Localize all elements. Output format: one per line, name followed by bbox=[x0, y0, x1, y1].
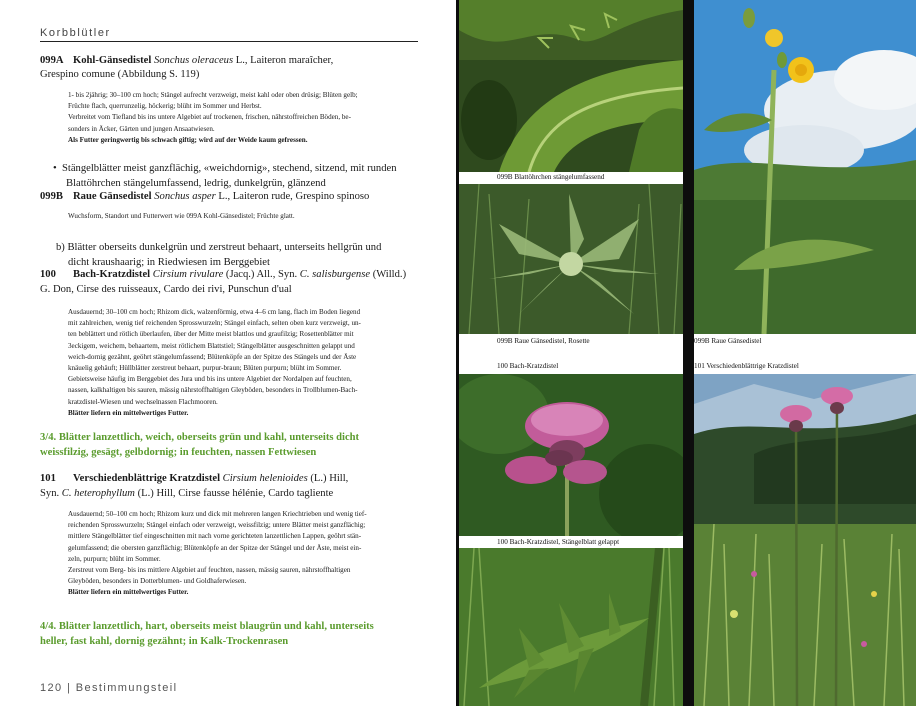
entry-latin-syn: C. heterophyllum bbox=[61, 488, 135, 499]
desc-fodder: Blätter liefern ein mittelwertiges Futter. bbox=[68, 408, 189, 417]
page-footer bbox=[40, 682, 177, 694]
entry-rest: (Jacq.) All., Syn. bbox=[223, 269, 300, 280]
entry-latin: Cirsium rivulare bbox=[152, 269, 224, 280]
photo-cirsium-helenioides bbox=[694, 374, 916, 706]
key-b bbox=[56, 241, 422, 270]
desc-line: Zerstreut vom Berg- bis ins mittlere Algebiet auf feuchten, nassen, mässig sauren, nährstoffhaltigen bbox=[68, 566, 351, 575]
entry-number: 099A bbox=[40, 55, 64, 66]
entry-name: Verschiedenblättrige Kratzdistel bbox=[73, 473, 221, 484]
entry-name: Bach-Kratzdistel bbox=[73, 269, 151, 280]
key-line: dicht kraushaarig; in Riedwiesen im Berggebiet bbox=[68, 256, 270, 268]
key-green-4-4 bbox=[40, 620, 420, 649]
desc-line: Ausdauernd; 30–100 cm hoch; Rhizom dick, walzenförmig, etwa 4–6 cm lang, flach im Boden liegend bbox=[68, 308, 361, 316]
key-line: 4/4. Blätter lanzettlich, hart, oberseits meist blaugrün und kahl, unterseits bbox=[40, 621, 374, 632]
entry-latin: Cirsium helenioides bbox=[222, 473, 308, 484]
desc-line: Ausdauernd; 50–100 cm hoch; Rhizom kurz und dick mit mehreren langen Kriechtrieben und wenig tief- bbox=[68, 510, 367, 518]
bullet-dot: • bbox=[53, 163, 63, 174]
entry-101-title bbox=[40, 472, 420, 487]
desc-line: mit zahlreichen, wenig tief reichenden Sprosswurzeln; Stängel einfach, selten oben kurz verzweigt, un- bbox=[68, 319, 361, 328]
caption-2: 099B Raue Gänsedistel, Rosette bbox=[497, 337, 590, 345]
entry-099b-title bbox=[40, 190, 420, 205]
key-bullet bbox=[53, 162, 423, 191]
desc-line: gelumfassend; die obersten ganzflächig; Blütenköpfe an der Spitze der Stängel und der Äste, meist ein- bbox=[68, 543, 362, 552]
page-header: Korbblütler bbox=[40, 27, 111, 39]
desc-fodder: Blätter liefern ein mittelwertiges Futter. bbox=[68, 588, 189, 597]
entry-099a-line2: Grespino comune (Abbildung S. 119) bbox=[40, 69, 200, 80]
entry-rest: (L.) Hill, bbox=[307, 473, 349, 484]
key-text: Stängelblätter meist ganzflächig, «weichdornig», stechend, sitzend, mit runden bbox=[62, 163, 397, 174]
caption-6: 100 Bach-Kratzdistel, Stängelblatt gelappt bbox=[497, 538, 620, 546]
entry-number: 099B bbox=[40, 191, 63, 202]
entry-name: Kohl-Gänsedistel bbox=[73, 55, 152, 66]
desc-line: nassen, kalkhaltigen bis sauren, mässig nährstoffhaltigen Gleyböden, besonders in Trollblumen-Bach- bbox=[68, 386, 358, 395]
desc-line: kratzdistel-Wiesen und wechselnassen Flachmooren. bbox=[68, 397, 218, 406]
entry-latin: Sonchus asper bbox=[154, 191, 216, 202]
desc-line: Verbreitet vom Tiefland bis ins untere Algebiet auf trockenen, frischen, nährstoffreichen Böden, be- bbox=[68, 113, 351, 122]
key-line: 3/4. Blätter lanzettlich, weich, oberseits grün und kahl, unterseits dicht bbox=[40, 432, 360, 443]
entry-101-line2 bbox=[40, 487, 420, 502]
footer-separator: | bbox=[62, 682, 76, 694]
caption-3: 099B Raue Gänsedistel bbox=[694, 337, 762, 345]
key-green-3-4 bbox=[40, 431, 420, 460]
entry-rest: L., Laiteron rude, Grespino spinoso bbox=[215, 191, 370, 202]
desc-line: Gebietsweise häufig im Berggebiet des Jura und bis ins untere Algebiet der Nordalpen auf feuchten, bbox=[68, 375, 352, 384]
desc-line: weich-dornig gezähnt, geöhrt stängelumfassend; Blütenköpfe an der Spitze des Stängels und der Äste bbox=[68, 352, 357, 361]
photo-rosette bbox=[459, 184, 683, 334]
entry-latin: Sonchus oleraceus bbox=[153, 55, 234, 66]
entry-rest: (L.) Hill, Cirse fausse hélénie, Cardo tagliente bbox=[134, 488, 334, 499]
entry-101-description bbox=[68, 509, 420, 599]
desc-line: zeln, purpurn; blüht im Sommer. bbox=[68, 554, 161, 563]
header-rule bbox=[40, 41, 418, 42]
desc-line: sonders in Äcker, Gärten und jungen Ansaatwiesen. bbox=[68, 124, 215, 133]
photo-leaf-clasping bbox=[459, 0, 683, 172]
entry-name: Raue Gänsedistel bbox=[73, 191, 152, 202]
entry-099a-title bbox=[40, 54, 420, 69]
desc-line: mittlere Stängelblätter tief eingeschnitten mit nach vorne gerichteten lanzettlichen Lappen, geöhrt stän- bbox=[68, 532, 362, 541]
entry-100-title bbox=[40, 268, 420, 283]
desc-fodder: Als Futter geringwertig bis schwach giftig; wird auf der Weide kaum gefressen. bbox=[68, 135, 308, 144]
desc-line: knäuelig gehäuft; Hüllblätter zerstreut behaart, purpur-braun; Blüten purpurn; blüht im Sommer. bbox=[68, 364, 342, 373]
photo-sonchus-asper bbox=[694, 0, 916, 334]
desc-line: Gleyböden, besonders in Dotterblumen- und Goldhaferwiesen. bbox=[68, 577, 247, 586]
footer-section: Bestimmungsteil bbox=[75, 682, 178, 694]
key-line bbox=[53, 162, 423, 177]
entry-number: 100 bbox=[40, 269, 56, 280]
entry-number: 101 bbox=[40, 473, 56, 484]
entry-rest: (Willd.) bbox=[370, 269, 407, 280]
caption-4: 100 Bach-Kratzdistel bbox=[497, 362, 559, 370]
photo-cirsium-rivulare bbox=[459, 374, 683, 536]
entry-099a-description bbox=[68, 90, 420, 146]
photo-lobed-leaf bbox=[459, 548, 683, 706]
caption-1: 099B Blattöhrchen stängelumfassend bbox=[497, 173, 605, 181]
page-number: 120 bbox=[40, 682, 63, 694]
desc-line: Früchte flach, querrunzelig, höckerig; blüht im Sommer und Herbst. bbox=[68, 102, 262, 111]
key-line: b) Blätter oberseits dunkelgrün und zerstreut behaart, unterseits hellgrün und bbox=[56, 242, 382, 253]
caption-5: 101 Verschiedenblättrige Kratzdistel bbox=[694, 362, 799, 370]
left-page bbox=[0, 0, 456, 706]
key-line: weissfilzig, gesägt, gelbdornig; in feuchten, nassen Fettwiesen bbox=[40, 446, 317, 458]
key-line: Blattöhrchen stängelumfassend, ledrig, dunkelgrün, glänzend bbox=[66, 177, 326, 189]
entry-100-line2: G. Don, Cirse des ruisseaux, Cardo dei rivi, Punschun d'ual bbox=[40, 284, 292, 295]
desc-line: reichenden Sprosswurzeln; Stängel einfach oder verzweigt, weissfilzig; untere Blätter meist ganzflächig; bbox=[68, 521, 366, 530]
desc-line: 1- bis 2jährig; 30–100 cm hoch; Stängel aufrecht verzweigt, meist kahl oder oben drüsig; Blüten gelb; bbox=[68, 91, 358, 99]
entry-100-description bbox=[68, 307, 420, 419]
entry-rest: Syn. bbox=[40, 488, 62, 499]
key-line: heller, fast kahl, dornig gezähnt; in Kalk-Trockenrasen bbox=[40, 635, 289, 647]
entry-rest: L., Laiteron maraîcher, bbox=[233, 55, 334, 66]
desc-line: 3eckigem, weichem, behaartem, meist rötlichem Blattstiel; Stängelblätter ausgeschnitten gelappt und bbox=[68, 341, 355, 350]
desc-line: ten beblättert und rötlich überlaufen, über der Mitte meist blattlos und graufilzig; Rosettenblätter mit bbox=[68, 330, 354, 339]
entry-099b-description: Wuchsform, Standort und Futterwert wie 099A Kohl-Gänsedistel; Früchte glatt. bbox=[68, 212, 295, 220]
entry-latin-syn: C. salisburgense bbox=[299, 269, 371, 280]
